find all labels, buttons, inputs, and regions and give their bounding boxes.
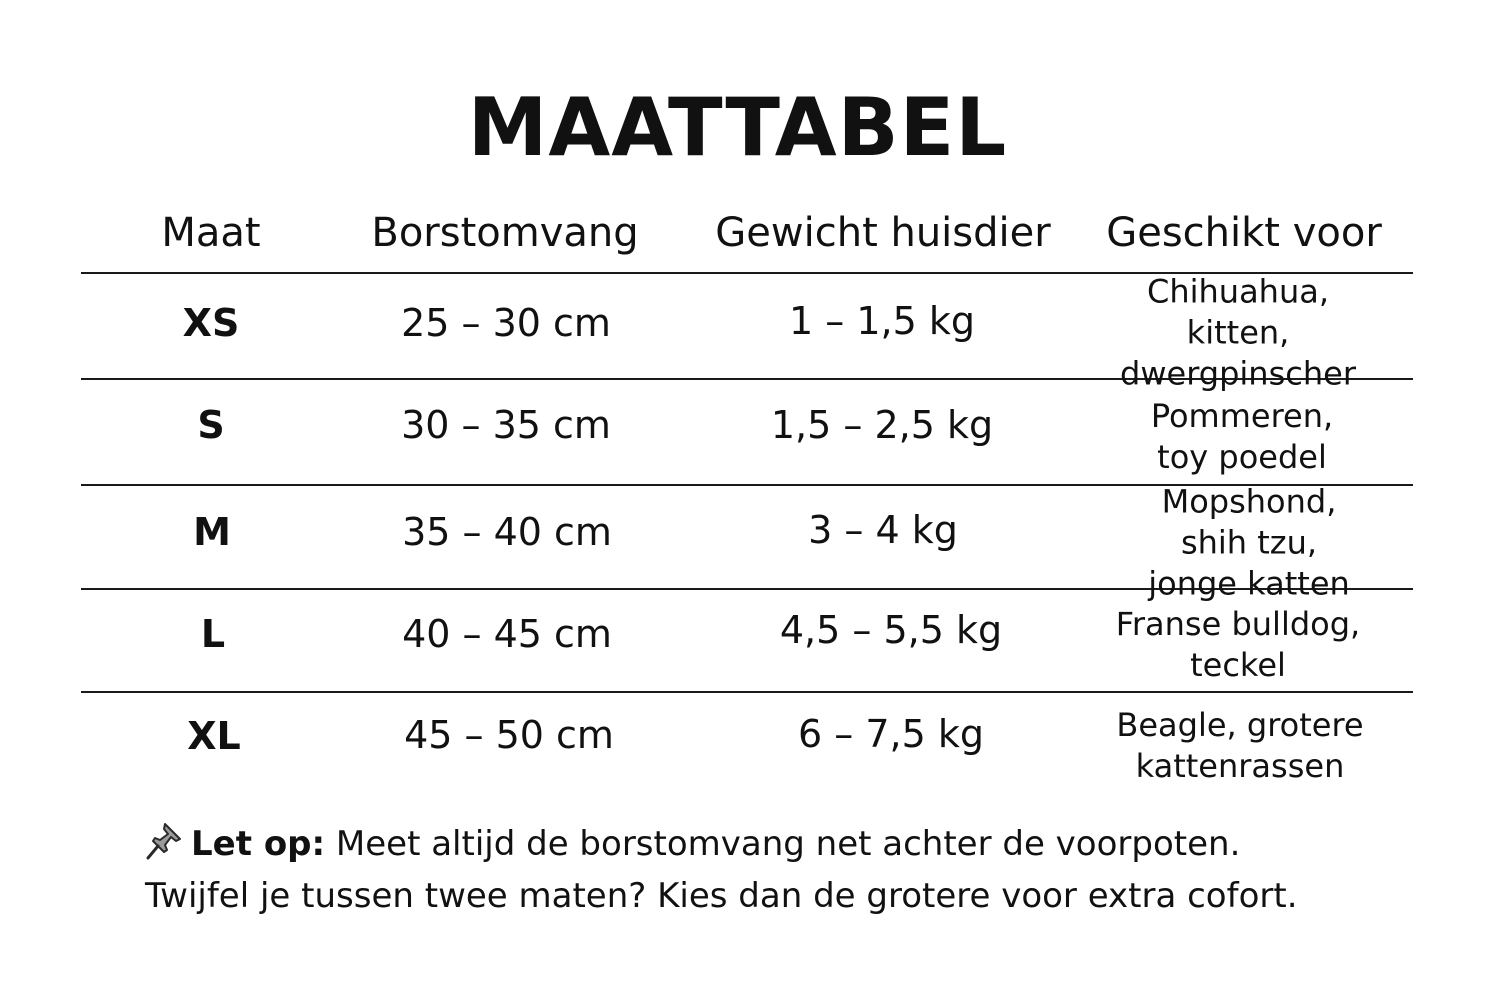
note-label: Let op: [191,824,326,864]
header-weight: Gewicht huisdier [715,210,1051,256]
chest-cell: 35 – 40 cm [402,510,612,554]
chest-cell: 25 – 30 cm [401,301,611,345]
weight-cell: 6 – 7,5 kg [798,712,984,756]
note [145,818,1445,922]
fit-cell: Mopshond, shih tzu, jonge katten [1148,482,1350,603]
header-fit: Geschikt voor [1106,210,1382,256]
fit-cell: Pommeren, toy poedel [1150,397,1334,476]
table-rule [81,691,1413,693]
size-cell: L [200,612,226,656]
chest-cell: 45 – 50 cm [404,713,614,757]
note-line1: Meet altijd de borstomvang net achter de voorpoten. [325,824,1241,864]
chest-cell: 30 – 35 cm [401,403,611,447]
header-size: Maat [161,210,261,256]
size-cell: S [197,403,225,447]
fit-cell: Beagle, grotere kattenrassen [1116,706,1364,785]
fit-cell: Franse bulldog, teckel [1115,605,1361,684]
pushpin-icon [145,821,183,861]
size-cell: M [193,510,231,554]
header-chest: Borstomvang [371,210,639,256]
fit-cell: Chihuahua, kitten, dwergpinscher [1120,272,1356,393]
weight-cell: 1,5 – 2,5 kg [770,403,994,447]
weight-cell: 1 – 1,5 kg [789,299,975,343]
size-cell: XS [182,301,240,345]
weight-cell: 3 – 4 kg [808,508,958,552]
page-title: MAATTABEL [467,81,1008,174]
note-line2: Twijfel je tussen twee maten? Kies dan de grotere voor extra cofort. [145,876,1298,916]
chest-cell: 40 – 45 cm [402,612,612,656]
size-cell: XL [187,714,241,758]
weight-cell: 4,5 – 5,5 kg [779,608,1003,652]
